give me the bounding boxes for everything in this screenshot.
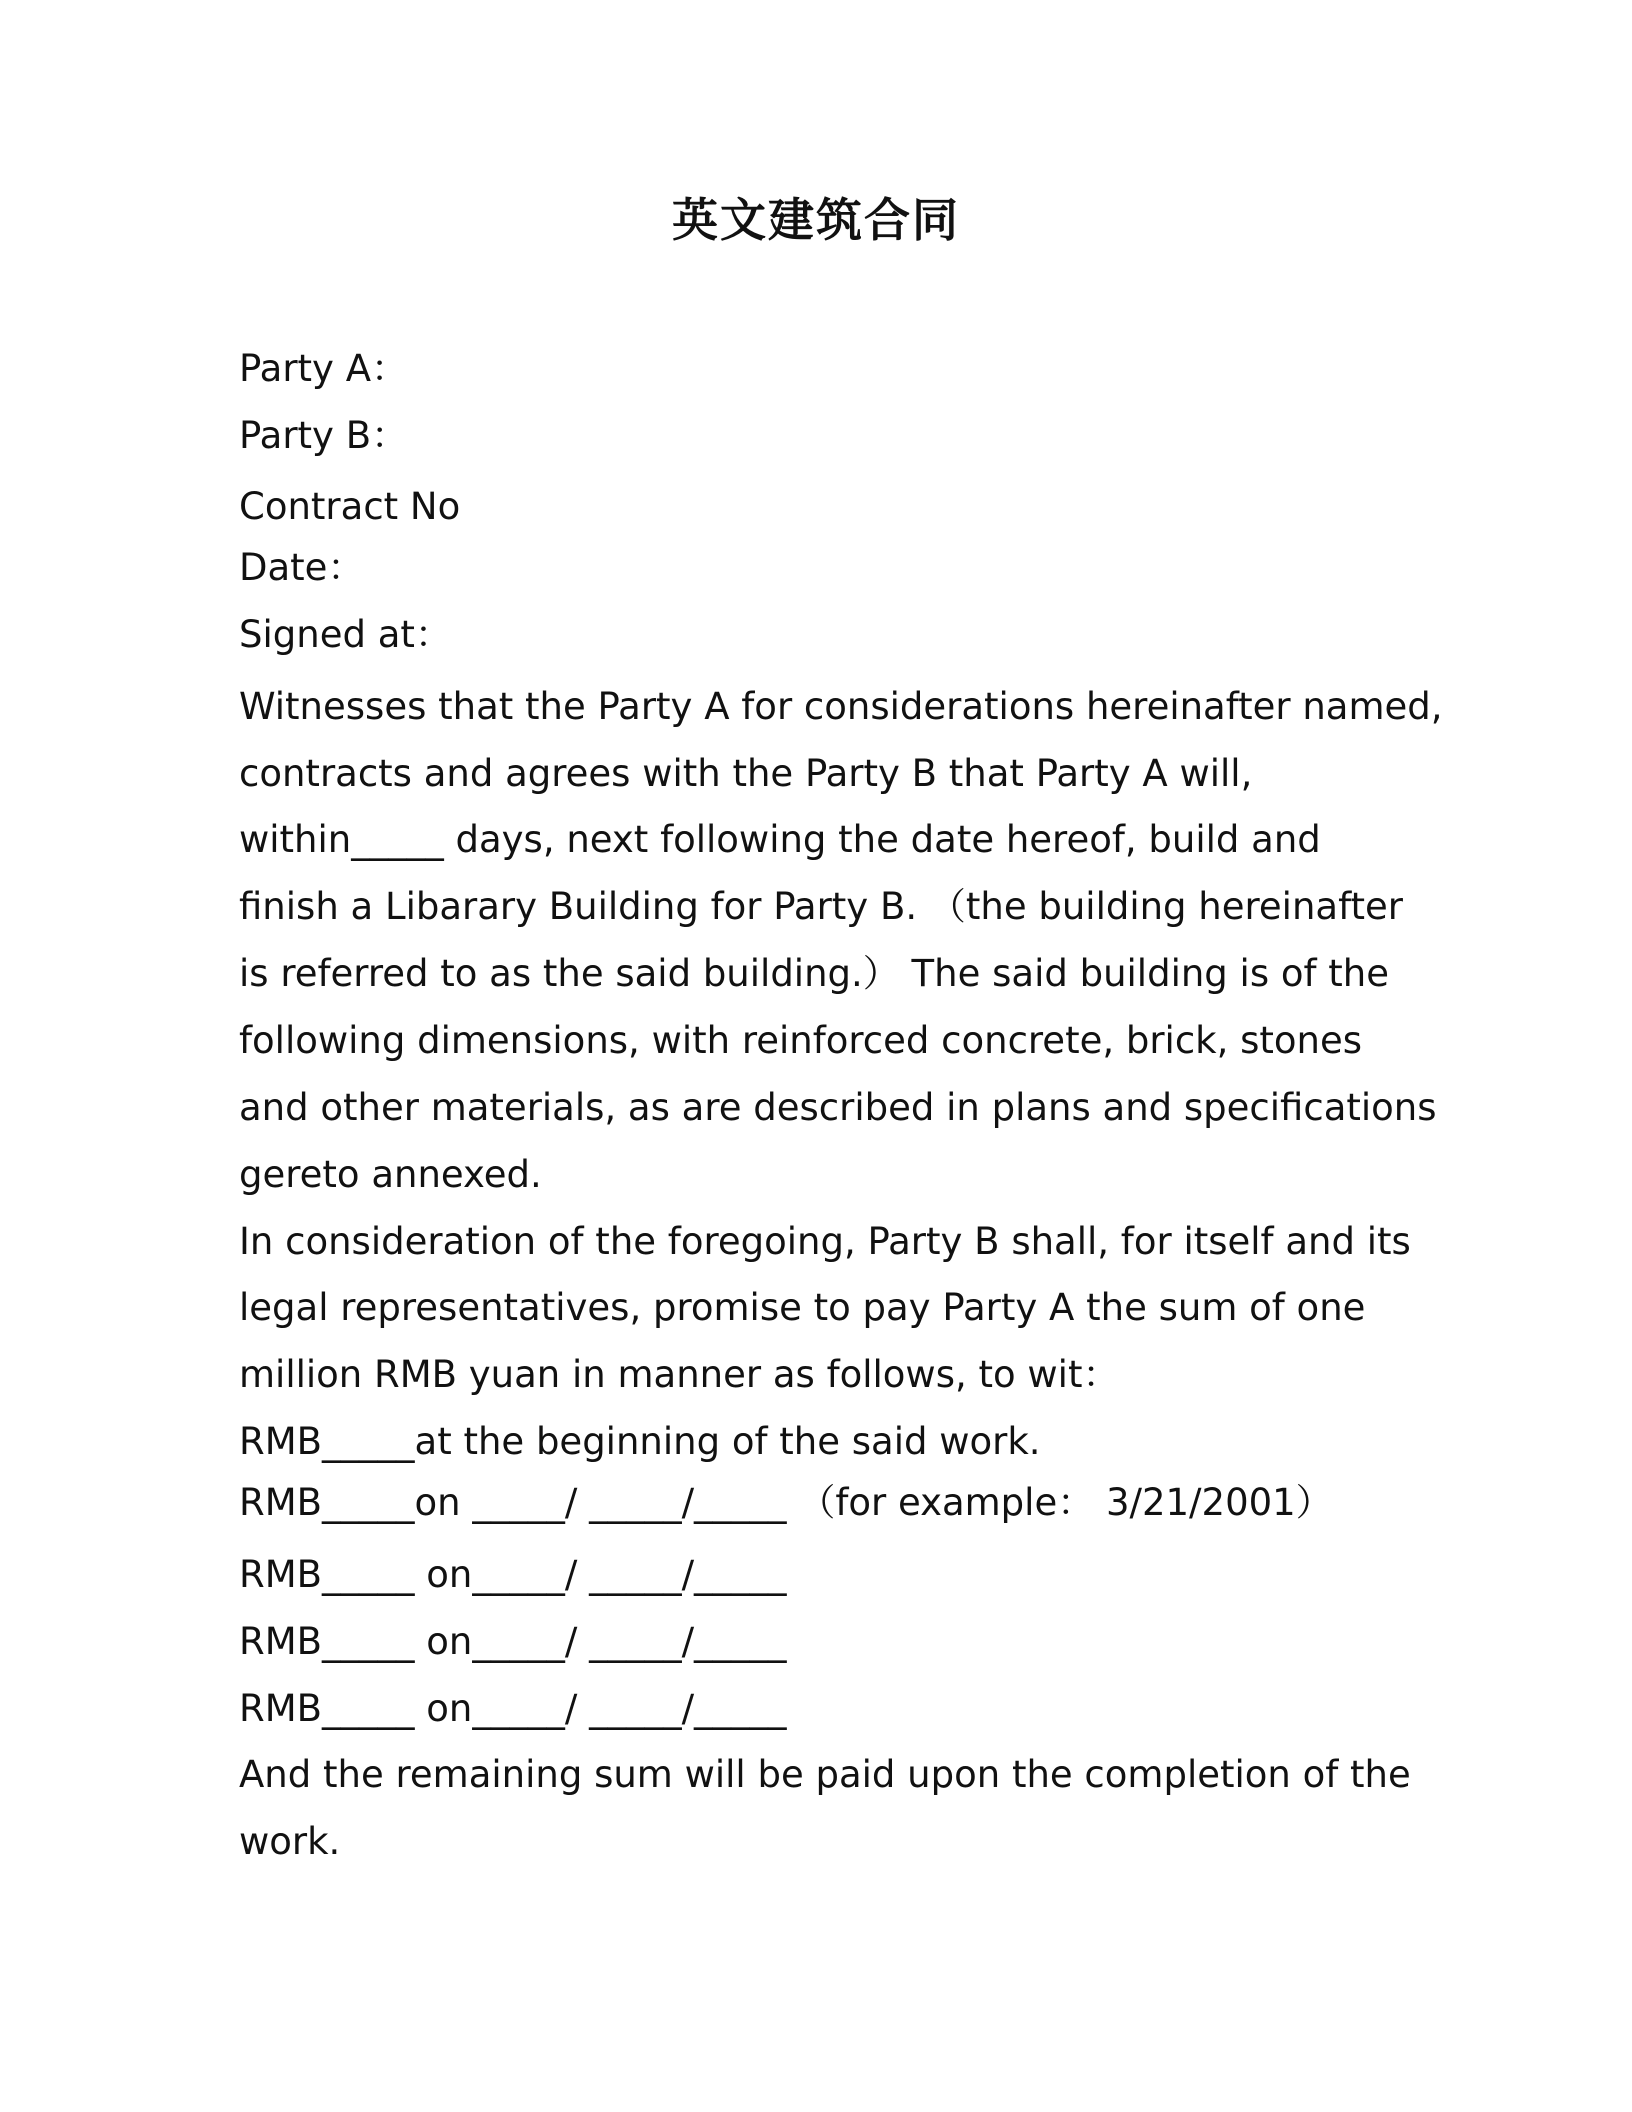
date-field: Date： bbox=[239, 546, 365, 589]
paragraph-1-line: and other materials, as are described in plans and specifications bbox=[239, 1086, 1437, 1129]
paragraph-1-line: contracts and agrees with the Party B that Party A will, bbox=[239, 752, 1253, 795]
paragraph-1-line: is referred to as the said building.） The said building is of the bbox=[239, 952, 1390, 995]
paragraph-2-line: In consideration of the foregoing, Party B shall, for itself and its bbox=[239, 1220, 1411, 1263]
paragraph-1-line: within_____ days, next following the date hereof, build and bbox=[239, 818, 1321, 861]
payment-line: RMB_____ on_____/ _____/_____ bbox=[239, 1687, 787, 1730]
payment-line: RMB_____at the beginning of the said work. bbox=[239, 1420, 1041, 1463]
payment-line: RMB_____on _____/ _____/_____ （for example： 3/21/2001） bbox=[239, 1481, 1333, 1524]
party-a-field: Party A： bbox=[239, 347, 409, 390]
contract-no-field: Contract No bbox=[239, 485, 461, 528]
document-title: 英文建筑合同 bbox=[672, 193, 960, 247]
paragraph-2-line: legal representatives, promise to pay Party A the sum of one bbox=[239, 1286, 1366, 1329]
signed-at-field: Signed at： bbox=[239, 613, 452, 656]
party-b-field: Party B： bbox=[239, 414, 409, 457]
paragraph-1-line: following dimensions, with reinforced concrete, brick, stones bbox=[239, 1019, 1363, 1062]
paragraph-1-line: Witnesses that the Party A for considerations hereinafter named, bbox=[239, 685, 1443, 728]
paragraph-3-line: work. bbox=[239, 1820, 341, 1863]
paragraph-1-line: gereto annexed. bbox=[239, 1153, 542, 1196]
payment-line: RMB_____ on_____/ _____/_____ bbox=[239, 1620, 787, 1663]
paragraph-2-line: million RMB yuan in manner as follows, to wit： bbox=[239, 1353, 1120, 1396]
payment-line: RMB_____ on_____/ _____/_____ bbox=[239, 1553, 787, 1596]
paragraph-3-line: And the remaining sum will be paid upon the completion of the bbox=[239, 1753, 1411, 1796]
paragraph-1-line: finish a Libarary Building for Party B. （the building hereinafter bbox=[239, 885, 1403, 928]
